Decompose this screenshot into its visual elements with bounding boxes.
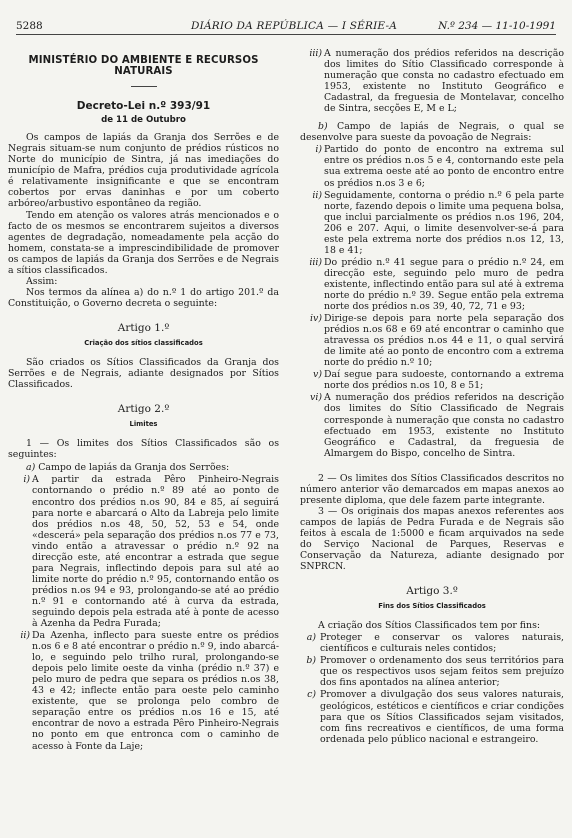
right-column (300, 48, 564, 745)
alinea-label: a) (26, 462, 36, 474)
article-paragraph: 3 — Os originais dos mapas anexos referentes aos campos de lapiás de Pedra Furada e de Negrais são feitos à escala de 1:5000 e ficam arquivados na sede do Serviço Nacional de Parques, Reservas e Conservação da Natureza, adiante designado por SNPRCN. (300, 505, 564, 573)
list-item-label: ii) (20, 630, 30, 642)
ministry-heading: MINISTÉRIO DO AMBIENTE E RECURSOS NATURAIS (28, 55, 259, 78)
list-item (300, 313, 564, 368)
list-item-text: A numeração dos prédios referidos na descrição dos limites do Sítio Classificado de Negrais corresponde à numeração que consta no cadastro efectuado em 1953, existente no Instituto Geográfico e Cadastral, da freguesia de Almargem do Bispo, concelho de Sintra. (324, 392, 564, 459)
alinea-text: Campo de lapiás de Negrais, o qual se desenvolve para sueste da povoação de Negrais: (300, 121, 564, 144)
issue-number: N.º 234 — 11-10-1991 (438, 20, 556, 32)
list-item-text: Promover o ordenamento dos seus territórios para que os respectivos usos sejam feitos sem prejuízo dos fins apontados na alínea anterior; (320, 655, 564, 689)
article-paragraph: 2 — Os limites dos Sítios Classificados descritos no número anterior vão demarcados em mapas anexos ao presente diploma, que dele fazem parte integrante. (300, 472, 564, 506)
list-item-text: Proteger e conservar os valores naturais, científicos e culturais neles contidos; (320, 632, 564, 655)
list-item (300, 257, 564, 312)
list-item-label: c) (307, 689, 316, 701)
preamble-paragraph: Os campos de lapiás da Granja dos Serrões e de Negrais situam-se num conjunto de prédios rústicos no Norte do município de Sintra, já nas imediações do município de Mafra, prédios cuja produtividade agrícola é relativamente insignificante e que se encontram cobertos por ervas daninhas e por um coberto arbóreo/arbustivo espontâneo da região. (8, 132, 279, 210)
alinea-b (300, 121, 564, 143)
list-item (300, 689, 564, 744)
page-number: 5288 (16, 20, 43, 32)
list-item (300, 392, 564, 458)
list-item (300, 48, 564, 114)
article-title: Artigo 3.º (406, 585, 458, 598)
article-heading: Limites (129, 420, 158, 429)
list-item-label: a) (306, 632, 316, 644)
list-item (300, 632, 564, 654)
list-item (300, 369, 564, 391)
list-item-text: Dirige-se depois para norte pela separação dos prédios n.os 68 e 69 até encontrar o caminho que atravessa os prédios n.os 44 e 11, o qual servirá de limite até ao ponto de encontro com a extrema norte do prédio n.º 10; (324, 313, 564, 369)
list-item-label: v) (313, 369, 322, 381)
article-paragraph: A criação dos Sítios Classificados tem por fins: (318, 620, 541, 632)
page-header (16, 18, 556, 35)
alinea-label: b) (318, 121, 328, 133)
list-item-label: vi) (310, 392, 322, 404)
list-item-label: i) (23, 474, 30, 486)
journal-title: DIÁRIO DA REPÚBLICA — I SÉRIE-A (191, 20, 398, 32)
list-item-label: i) (315, 144, 322, 156)
article-heading: Fins dos Sítios Classificados (378, 602, 486, 611)
list-item-text: Seguidamente, contorna o prédio n.º 6 pela parte norte, fazendo depois o limite uma pequena bolsa, que inclui parcialmente os prédios n.os 196, 204, 206 e 207. Aqui, o limite desenvolver-se-á para este pela extrema norte dos prédios n.os 12, 13, 18 e 41; (324, 189, 564, 256)
list-item-text: Daí segue para sudoeste, contornando a extrema norte dos prédios n.os 10, 8 e 51; (324, 369, 564, 392)
article-title: Artigo 1.º (117, 321, 170, 334)
alinea-text: Campo de lapiás da Granja dos Serrões: (38, 462, 230, 474)
list-item-text: Da Azenha, inflecto para sueste entre os prédios n.os 6 e 8 até encontrar o prédio n.º 9, indo abarcá-lo, e seguindo pelo trilho rural, prolongando-se depois pelo limite oeste da vinha (prédio n.º 37) e pelo muro de pedra que separa os prédios n.os 38, 43 e 42; inflecte então para oeste pelo caminho existente, que se prolonga pelo combro de separação entre os prédios n.os 16 e 15, até encontrar de novo a estrada Pêro Pinheiro-Negrais no ponto em que entronca com o caminho de acesso à Fonte da Laje; (32, 630, 279, 752)
list-item-text: A partir da estrada Pêro Pinheiro-Negrais contornando o prédio n.º 89 até ao ponto de encontro dos prédios n.os 90, 84 e 85, aí seguirá para norte e abarcará o Alto da Labreja pelo limite dos prédios n.os 48, 50, 52, 53 e 54, onde «descerá» pela separação dos prédios n.os 77 e 73, vindo então a atravessar o prédio n.º 92 na direcção este, até encontrar a estrada que segue para Negrais, inflectindo depois para sul até ao limite norte do prédio n.º 95, contornando então os prédios n.os 94 e 93, prolongando-se até ao prédio n.º 91 e contornando até à curva da estrada, seguindo depois pela estrada até à ponte de acesso à Azenha da Pedra Furada; (32, 474, 279, 630)
preamble-paragraph: Nos termos da alínea a) do n.º 1 do artigo 201.º da Constituição, o Governo decreta o seguinte: (8, 286, 279, 309)
decree-title: Decreto-Lei n.º 393/91 (76, 100, 211, 113)
list-item-text: Partido do ponto de encontro na extrema sul entre os prédios n.os 5 e 4, contornando este pela sua extrema oeste até ao ponto de encontro entre os prédios n.os 3 e 6; (324, 144, 564, 189)
article-paragraph: 1 — Os limites dos Sítios Classificados são os seguintes: (8, 438, 279, 461)
list-item (8, 630, 279, 752)
preamble-paragraph: Tendo em atenção os valores atrás mencionados e o facto de os mesmos se encontrarem sujeitos a diversos agentes de degradação, nomeadamente pela acção do homem, constata-se a imprescindibilidade de promover os campos de lapiás da Granja dos Serrões e de Negrais a sítios classificados. (8, 209, 279, 276)
list-item-text: Promover a divulgação dos seus valores naturais, geológicos, estéticos e científicos e criar condições para que os Sítios Classificados sejam visitados, com fins recreativos e científicos, de uma forma ordenada pelo público nacional e estrangeiro. (320, 689, 564, 745)
list-item-text: Do prédio n.º 41 segue para o prédio n.º 24, em direcção este, seguindo pelo muro de pedra existente, inflectindo então para sul até à extrema norte do prédio n.º 39. Segue então pela extrema norte dos prédios n.os 39, 40, 72, 71 e 93; (324, 256, 564, 313)
list-item-label: ii) (312, 189, 322, 201)
article-heading: Criação dos sítios classificados (84, 338, 203, 347)
list-item (300, 655, 564, 688)
preamble-paragraph: Assim: (26, 275, 58, 287)
list-item-label: iii) (309, 48, 322, 59)
separator-rule (131, 86, 157, 87)
list-item (300, 190, 564, 256)
decree-date: de 11 de Outubro (101, 115, 186, 126)
article-paragraph: São criados os Sítios Classificados da Granja dos Serrões e de Negrais, adiante designados por Sítios Classificados. (8, 357, 279, 391)
list-item-text: A numeração dos prédios referidos na descrição dos limites do Sítio Classificado corresponde à numeração que consta no cadastro efectuado em 1953, existente no Instituto Geográfico e Cadastral, da freguesia de Montelavar, concelho de Sintra, secções E, M e L; (324, 48, 564, 115)
left-column (8, 48, 279, 752)
list-item (300, 144, 564, 188)
list-item-label: iv) (310, 313, 322, 325)
list-item (8, 474, 279, 629)
alinea-a (8, 462, 279, 473)
article-title: Artigo 2.º (117, 403, 170, 416)
list-item-label: b) (306, 655, 316, 667)
list-item-label: iii) (309, 256, 322, 268)
